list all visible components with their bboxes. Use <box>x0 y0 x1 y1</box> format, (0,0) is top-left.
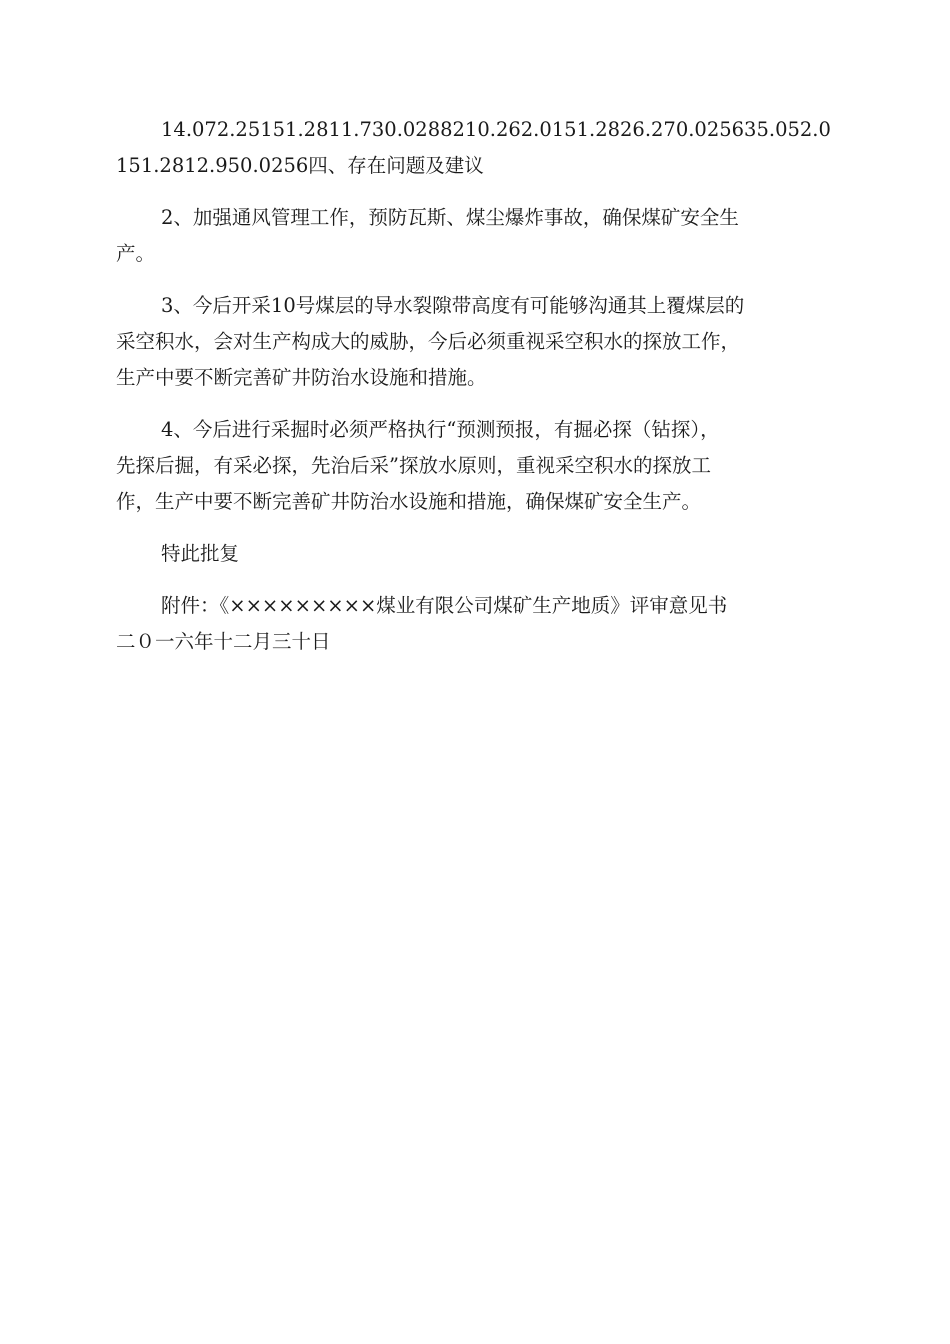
approval-statement <box>116 536 832 572</box>
text-line: 151.2812.950.0256四、存在问题及建议 <box>116 154 484 177</box>
text-line: 产。 <box>116 242 156 265</box>
data-paragraph <box>116 112 832 184</box>
suggestion-paragraph-2 <box>116 200 832 272</box>
attachment-and-date <box>116 588 832 660</box>
text-line: 生产中要不断完善矿井防治水设施和措施。 <box>116 366 487 389</box>
text-line: 特此批复 <box>161 542 240 565</box>
suggestion-paragraph-4 <box>116 412 832 520</box>
suggestion-paragraph-3 <box>116 288 832 396</box>
text-line: 14.072.25151.2811.730.0288210.262.0151.2826.270.025635.052.0 <box>161 118 831 141</box>
text-line: 4、今后进行采掘时必须严格执行“预测预报，有掘必探（钻探）， <box>161 418 720 441</box>
attachment-line: 附件：《×××××××××煤业有限公司煤矿生产地质》评审意见书 <box>161 594 728 617</box>
text-line: 采空积水，会对生产构成大的威胁，今后必须重视采空积水的探放工作， <box>116 330 741 353</box>
document-page <box>116 112 832 660</box>
text-line: 作，生产中要不断完善矿井防治水设施和措施，确保煤矿安全生产。 <box>116 490 702 513</box>
text-line: 3、今后开采10号煤层的导水裂隙带高度有可能够沟通其上覆煤层的 <box>161 294 745 317</box>
text-line: 2、加强通风管理工作，预防瓦斯、煤尘爆炸事故，确保煤矿安全生 <box>161 206 739 229</box>
text-line: 先探后掘，有采必探，先治后采”探放水原则，重视采空积水的探放工 <box>116 454 711 477</box>
date-line: 二０一六年十二月三十日 <box>116 630 331 653</box>
